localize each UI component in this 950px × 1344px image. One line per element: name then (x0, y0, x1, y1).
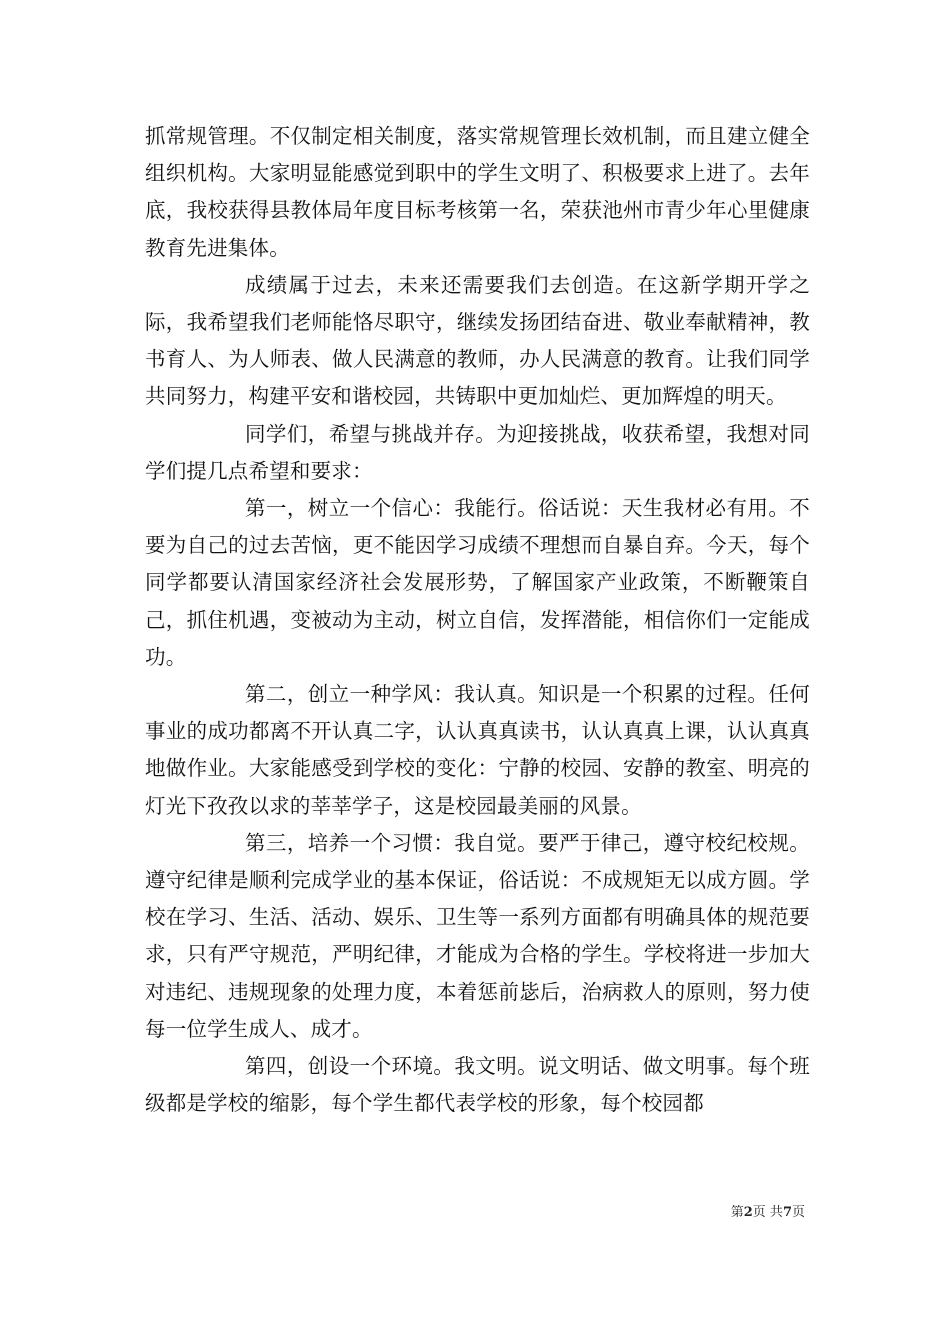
footer-total-pages: 7 (782, 1205, 792, 1220)
paragraph-7: 第四，创设一个环境。我文明。说文明话、做文明事。每个班级都是学校的缩影，每个学生都代表学校的形象，每个校园都 (145, 1054, 810, 1116)
paragraph-3: 同学们，希望与挑战并存。为迎接挑战，收获希望，我想对同学们提几点希望和要求： (145, 421, 810, 483)
paragraph-6: 第三，培养一个习惯：我自觉。要严于律己，遵守校纪校规。遵守纪律是顺利完成学业的基本保证，俗话说：不成规矩无以成方圆。学校在学习、生活、活动、娱乐、卫生等一系列方面都有明确具体的规范要求，只有严守规范，严明纪律，才能成为合格的学生。学校将进一步加大对违纪、违规现象的处理力度，本着惩前毖后，治病救人的原则，努力使每一位学生成人、成才。 (145, 830, 810, 1041)
paragraph-4: 第一，树立一个信心：我能行。俗话说：天生我材必有用。不要为自己的过去苦恼，更不能因学习成绩不理想而自暴自弃。今天，每个同学都要认清国家经济社会发展形势，了解国家产业政策，不断鞭策自己，抓住机遇，变被动为主动，树立自信，发挥潜能，相信你们一定能成功。 (145, 496, 810, 669)
footer-suffix: 页 (791, 1205, 805, 1220)
footer-current-page: 2 (743, 1205, 753, 1220)
paragraph-1: 抓常规管理。不仅制定相关制度，落实常规管理长效机制，而且建立健全组织机构。大家明显能感觉到职中的学生文明了、积极要求上进了。去年底，我校获得县教体局年度目标考核第一名，荣获池州市青少年心里健康教育先进集体。 (145, 124, 810, 260)
footer-prefix: 第 (730, 1205, 744, 1220)
paragraph-5: 第二，创立一种学风：我认真。知识是一个积累的过程。任何事业的成功都离不开认真二字，认认真真读书，认认真真上课，认认真真地做作业。大家能感受到学校的变化：宁静的校园、安静的教室、明亮的灯光下孜孜以求的莘莘学子，这是校园最美丽的风景。 (145, 682, 810, 818)
footer-middle: 页 共 (752, 1205, 783, 1220)
page-footer (731, 1205, 805, 1221)
paragraph-2: 成绩属于过去，未来还需要我们去创造。在这新学期开学之际，我希望我们老师能恪尽职守，继续发扬团结奋进、敬业奉献精神，教书育人、为人师表、做人民满意的教师，办人民满意的教育。让我们同学共同努力，构建平安和谐校园，共铸职中更加灿烂、更加辉煌的明天。 (145, 272, 810, 409)
document-body (145, 118, 810, 1122)
